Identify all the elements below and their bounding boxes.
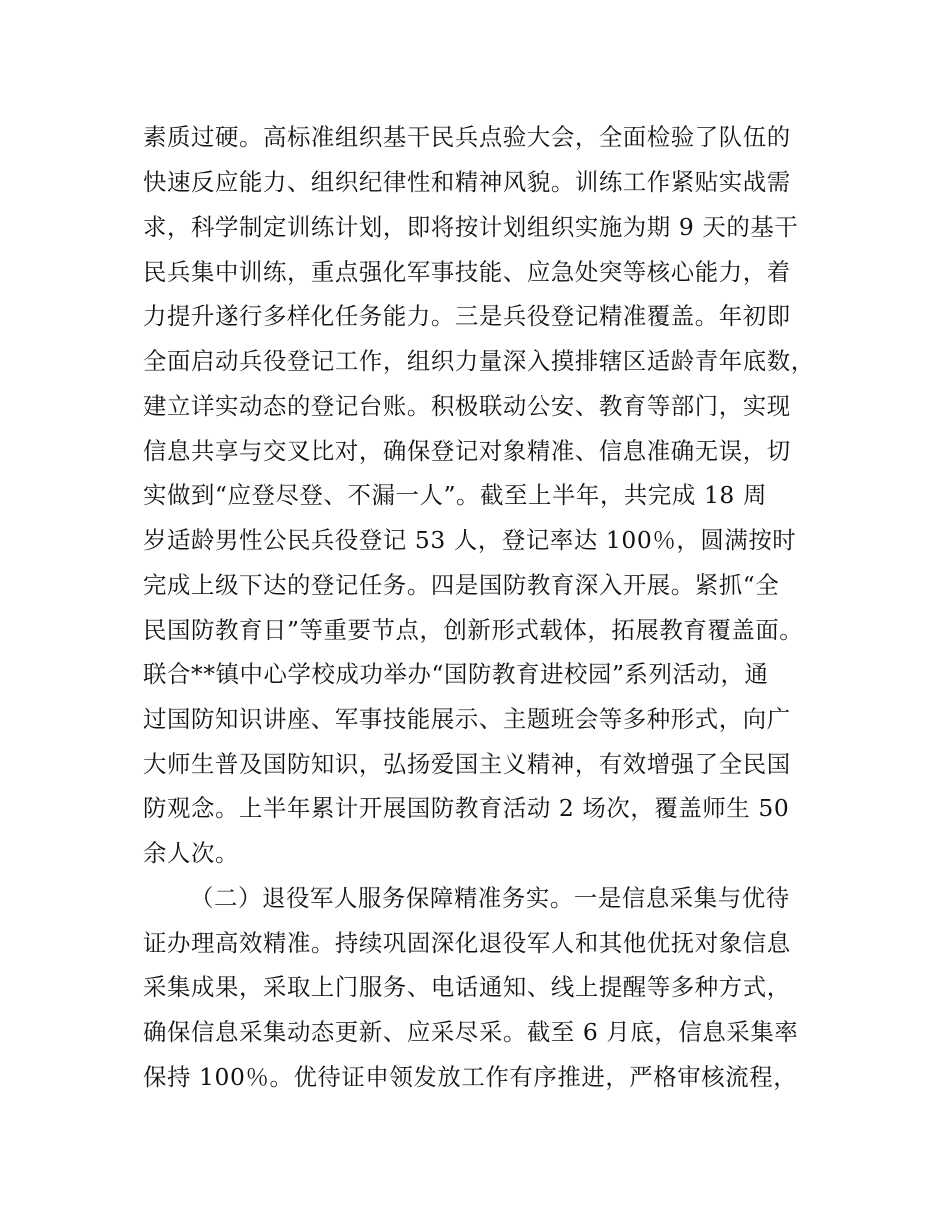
text-line: 保持 100％。优待证申领发放工作有序推进，严格审核流程， xyxy=(143,1063,798,1091)
text-line: 力提升遂行多样化任务能力。三是兵役登记精准覆盖。年初即 xyxy=(143,302,791,330)
text-line: 联合**镇中心学校成功举办“国防教育进校园”系列活动，通 xyxy=(143,660,769,688)
text-line: 岁适龄男性公民兵役登记 53 人，登记率达 100％，圆满按时 xyxy=(143,526,797,554)
text-line: 快速反应能力、组织纪律性和精神风貌。训练工作紧贴实战需 xyxy=(143,168,791,196)
text-line: 过国防知识讲座、军事技能展示、主题班会等多种形式，向广 xyxy=(143,705,791,733)
text-line: 实做到“应登尽登、不漏一人”。截至上半年，共完成 18 周 xyxy=(143,481,767,509)
section-heading-line: （二）退役军人服务保障精准务实。一是信息采集与优待 xyxy=(190,884,790,912)
text-line: 余人次。 xyxy=(143,839,239,867)
text-line: 民兵集中训练，重点强化军事技能、应急处突等核心能力，着 xyxy=(143,258,791,286)
text-line: 确保信息采集动态更新、应采尽采。截至 6 月底，信息采集率 xyxy=(143,1018,799,1046)
text-line: 全面启动兵役登记工作，组织力量深入摸排辖区适龄青年底数， xyxy=(143,347,815,375)
text-line: 民国防教育日”等重要节点，创新形式载体，拓展教育覆盖面。 xyxy=(143,616,804,644)
text-line: 大师生普及国防知识，弘扬爱国主义精神，有效增强了全民国 xyxy=(143,750,791,778)
text-line: 求，科学制定训练计划，即将按计划组织实施为期 9 天的基干 xyxy=(143,213,799,241)
text-line: 采集成果，采取上门服务、电话通知、线上提醒等多种方式， xyxy=(143,973,791,1001)
text-line: 素质过硬。高标准组织基干民兵点验大会，全面检验了队伍的 xyxy=(143,123,791,151)
text-line: 完成上级下达的登记任务。四是国防教育深入开展。紧抓“全 xyxy=(143,571,780,599)
text-line: 建立详实动态的登记台账。积极联动公安、教育等部门，实现 xyxy=(143,392,791,420)
text-line: 信息共享与交叉比对，确保登记对象精准、信息准确无误，切 xyxy=(143,437,791,465)
text-line: 防观念。上半年累计开展国防教育活动 2 场次，覆盖师生 50 xyxy=(143,794,790,822)
text-line: 证办理高效精准。持续巩固深化退役军人和其他优抚对象信息 xyxy=(143,929,791,957)
